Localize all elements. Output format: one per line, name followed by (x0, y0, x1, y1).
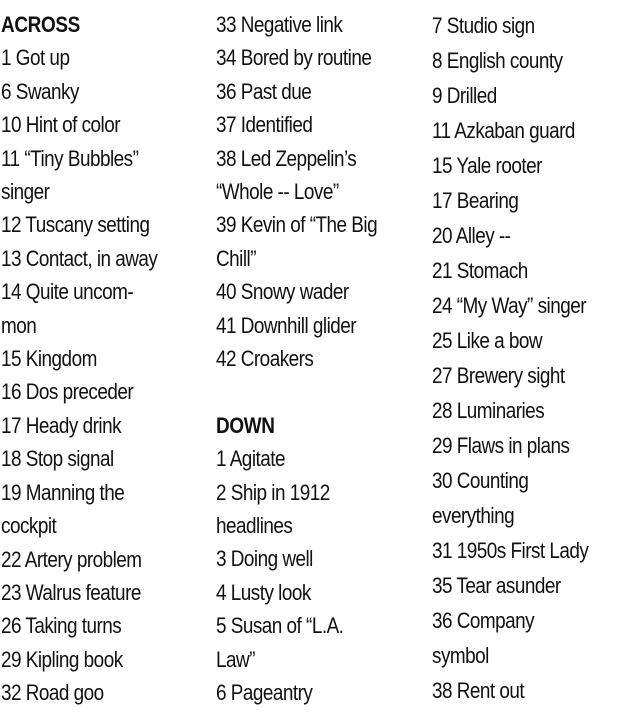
down-heading: DOWN (216, 412, 275, 438)
clue-column-2 (216, 8, 422, 710)
across-clue: 37 Identified (216, 112, 313, 138)
across-clue: 33 Negative link (216, 12, 343, 37)
down-clue: 4 Lusty look (216, 579, 311, 605)
across-clue: 41 Downhill glider (216, 312, 357, 338)
clue-column-3 (432, 8, 620, 708)
across-clue: Chill” (216, 245, 257, 271)
across-clue: 19 Manning the (1, 479, 125, 505)
across-clue: 40 Snowy wader (216, 279, 349, 305)
down-clue: 6 Pageantry (216, 680, 313, 706)
down-clue: 7 Studio sign (432, 13, 535, 38)
down-clue: 1 Agitate (216, 446, 286, 472)
across-clue: 18 Stop signal (1, 446, 114, 472)
across-clue: 11 “Tiny Bubbles” (1, 145, 139, 171)
across-clue: “Whole -- Love” (216, 179, 339, 205)
across-clue: 34 Bored by routine (216, 45, 372, 71)
across-clue: 23 Walrus feature (1, 579, 141, 605)
across-clue: 16 Dos preceder (1, 379, 134, 405)
down-clue: 25 Like a bow (432, 328, 543, 353)
across-clue: 29 Kipling book (1, 646, 123, 672)
across-clue: 26 Taking turns (1, 613, 122, 639)
across-clue: mon (1, 312, 37, 338)
down-clue: 17 Bearing (432, 188, 519, 213)
down-clue: 5 Susan of “L.A. (216, 613, 344, 639)
down-clue: 30 Counting (432, 468, 529, 493)
across-clue: 14 Quite uncom- (1, 279, 134, 305)
across-clue: singer (1, 179, 50, 205)
down-clue: symbol (432, 643, 489, 668)
across-clue: 17 Heady drink (1, 412, 122, 438)
clue-column-1 (1, 8, 207, 710)
down-clue: headlines (216, 513, 293, 539)
across-clue: 22 Artery problem (1, 546, 142, 572)
down-clue: 36 Company (432, 608, 535, 633)
down-clue: 24 “My Way” singer (432, 293, 587, 318)
down-clue: everything (432, 503, 515, 528)
down-clue: 21 Stomach (432, 258, 528, 283)
down-clue: 28 Luminaries (432, 398, 545, 423)
down-clue: 2 Ship in 1912 (216, 479, 330, 505)
across-clue: cockpit (1, 513, 57, 539)
down-clue: 29 Flaws in plans (432, 433, 570, 458)
across-clue: 10 Hint of color (1, 112, 121, 138)
across-clue: 36 Past due (216, 78, 312, 104)
across-clue: 6 Swanky (1, 78, 79, 104)
down-clue: 8 English county (432, 48, 563, 73)
across-clue: 32 Road goo (1, 680, 104, 706)
down-clue: 9 Drilled (432, 83, 497, 108)
across-clue: 42 Croakers (216, 346, 314, 372)
across-clue: 13 Contact, in away (1, 245, 158, 271)
down-clue: 31 1950s First Lady (432, 538, 589, 563)
across-heading: ACROSS (1, 12, 80, 37)
across-clue: 12 Tuscany setting (1, 212, 150, 238)
down-clue: Law” (216, 646, 255, 672)
across-clue: 1 Got up (1, 45, 70, 71)
down-clue: 20 Alley -- (432, 223, 511, 248)
down-clue: 35 Tear asunder (432, 573, 561, 598)
down-clue: 15 Yale rooter (432, 153, 542, 178)
section-spacer (216, 375, 422, 408)
down-clue: 11 Azkaban guard (432, 118, 575, 143)
down-clue: 27 Brewery sight (432, 363, 565, 388)
across-clue: 39 Kevin of “The Big (216, 212, 378, 238)
down-clue: 38 Rent out (432, 678, 525, 703)
across-clue: 15 Kingdom (1, 346, 97, 372)
across-clue: 38 Led Zeppelin’s (216, 145, 357, 171)
down-clue: 3 Doing well (216, 546, 313, 572)
